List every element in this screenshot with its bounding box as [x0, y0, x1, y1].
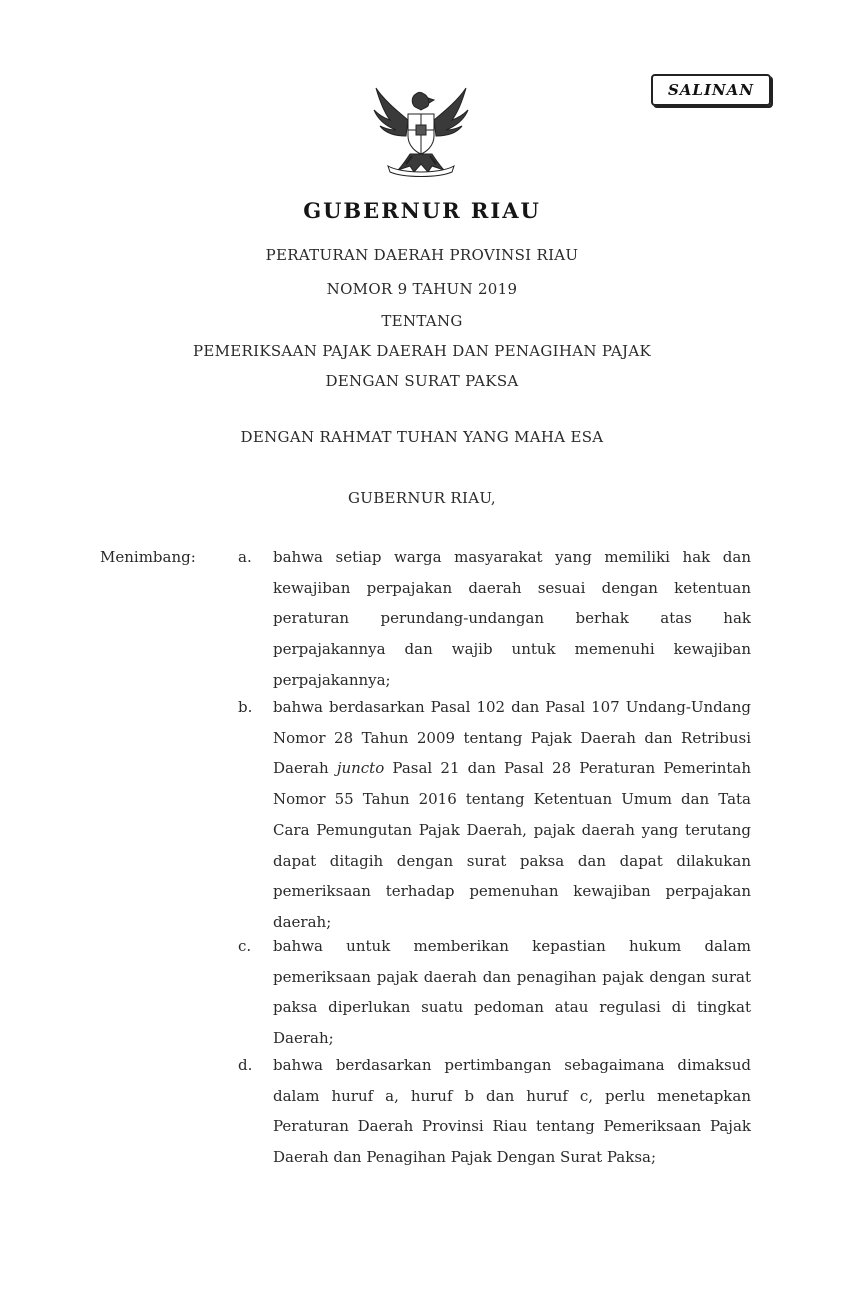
item-text-b-part1: bahwa berdasarkan Pasal 102 dan Pasal 107 Undang-Undang Nomor 28 Tahun 2009 tentang Pajak Daerah dan Retribusi Daerah: [273, 698, 751, 778]
item-letter-c: c.: [238, 937, 252, 955]
invocation-line: DENGAN RAHMAT TUHAN YANG MAHA ESA: [240, 428, 604, 446]
regulation-number: NOMOR 9 TAHUN 2019: [326, 280, 518, 298]
item-text-b-part2: Pasal 21 dan Pasal 28 Peraturan Pemerintah Nomor 55 Tahun 2016 tentang Ketentuan Umum dan Tata Cara Pemungutan Pajak Daerah, pajak daerah yang terutang dapat ditagih dengan surat paksa dan dapat dilakukan pemeriksaan terhadap pemenuhan kewajiban perpajakan daerah;: [273, 759, 752, 931]
item-letter-a: a.: [238, 548, 252, 566]
salinan-stamp: SALINAN: [651, 74, 771, 106]
item-letter-b: b.: [238, 698, 253, 716]
item-text-a: bahwa setiap warga masyarakat yang memiliki hak dan kewajiban perpajakan daerah sesuai dengan ketentuan peraturan perundang-undangan berhak atas hak perpajakannya dan wajib untuk memenuhi kewajiban perpajakannya;: [273, 548, 751, 689]
item-text-d: bahwa berdasarkan pertimbangan sebagaimana dimaksud dalam huruf a, huruf b dan huruf c, perlu menetapkan Peraturan Daerah Provinsi Riau tentang Pemeriksaan Pajak Daerah dan Penagihan Pajak Dengan Surat Paksa;: [273, 1056, 751, 1167]
item-letter-d: d.: [238, 1056, 253, 1074]
item-text-b: [273, 692, 751, 938]
item-text-c: bahwa untuk memberikan kepastian hukum dalam pemeriksaan pajak daerah dan penagihan pajak dengan surat paksa diperlukan suatu pedoman atau regulasi di tingkat Daerah;: [273, 937, 751, 1048]
subject-line-1: PEMERIKSAAN PAJAK DAERAH DAN PENAGIHAN PAJAK: [192, 342, 652, 360]
menimbang-label: Menimbang:: [100, 548, 196, 566]
subject-line-2: DENGAN SURAT PAKSA: [325, 372, 519, 390]
garuda-emblem-icon: [366, 80, 476, 180]
governor-title: GUBERNUR RIAU: [303, 198, 541, 223]
item-text-b-italic: juncto: [336, 759, 385, 778]
about-label: TENTANG: [381, 312, 463, 330]
regulation-line: PERATURAN DAERAH PROVINSI RIAU: [265, 246, 579, 264]
governor-line: GUBERNUR RIAU,: [347, 489, 496, 507]
